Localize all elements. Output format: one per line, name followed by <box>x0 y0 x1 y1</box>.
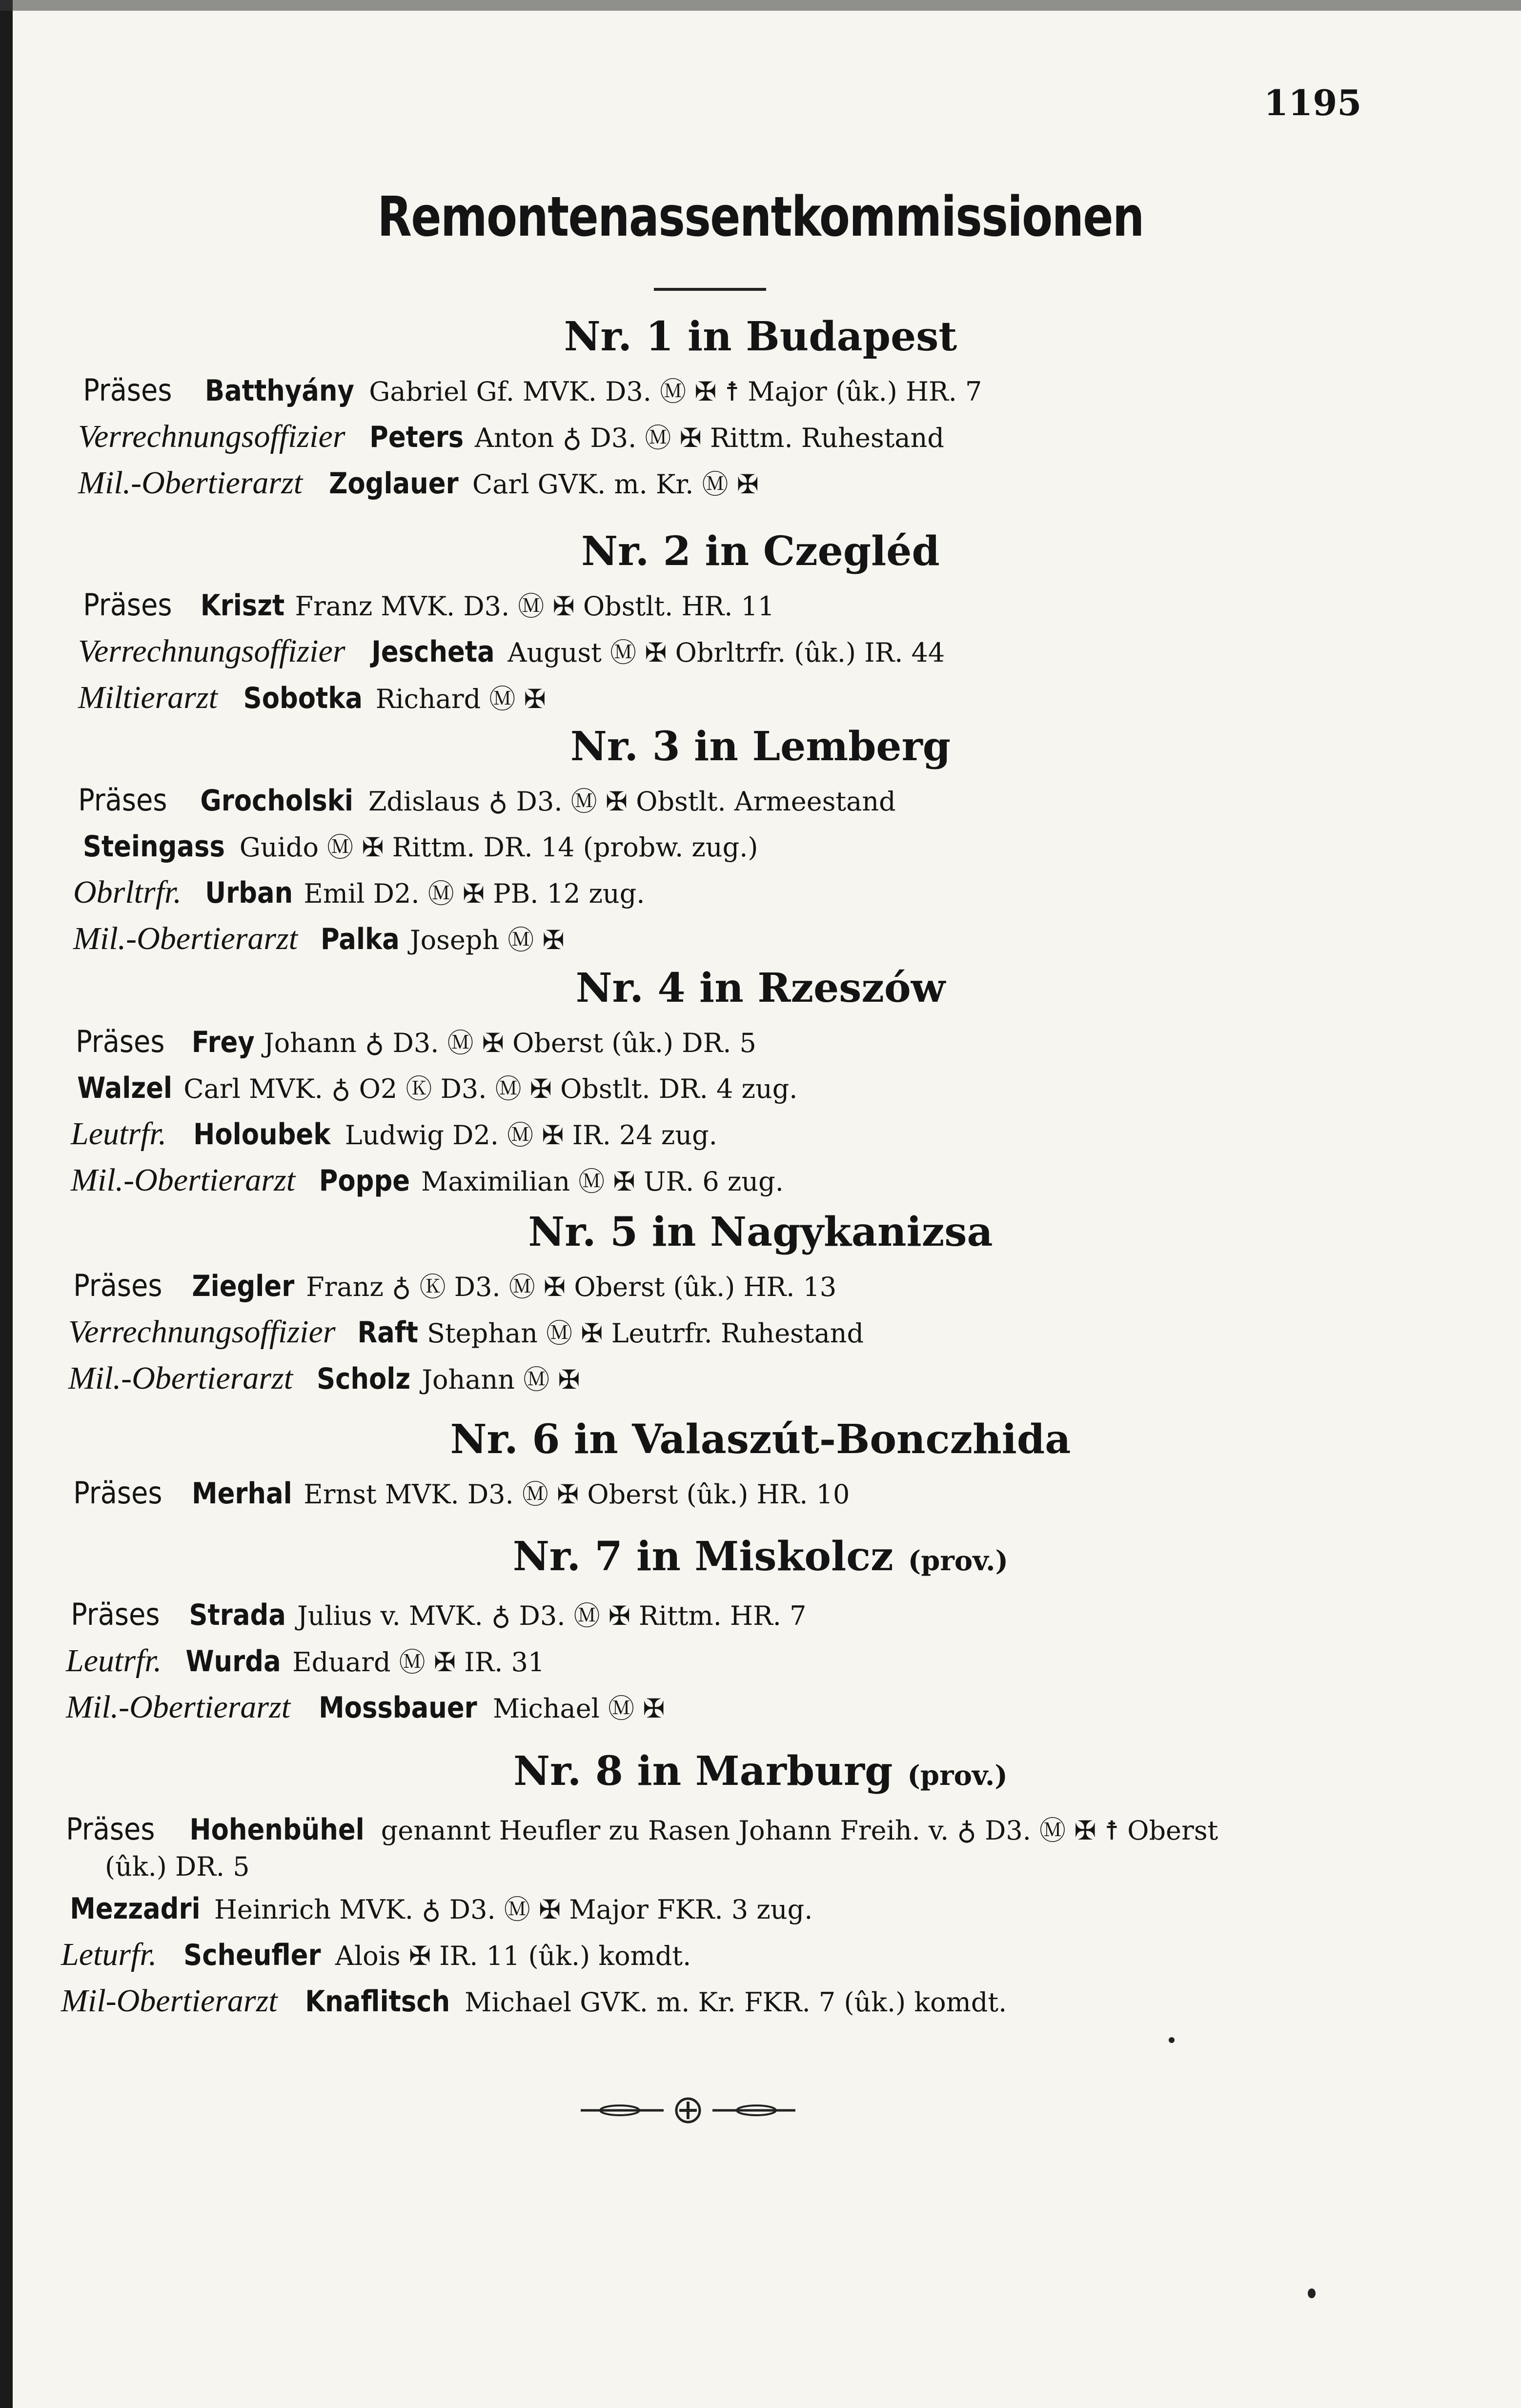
section-heading-note: (prov.) <box>907 1760 1008 1792</box>
member-surname: Kriszt <box>200 588 284 623</box>
member-role: Verrechnungsoffizier <box>68 1314 336 1350</box>
member-entry <box>0 916 1521 963</box>
member-details: Gabriel Gf. MVK. D3. Ⓜ ✠ ☨ Major (ûk.) HR. 7 <box>369 376 982 407</box>
section-heading-text: Nr. 7 in Miskolcz <box>512 1533 893 1580</box>
member-role: Mil.-Obertierarzt <box>78 465 303 501</box>
member-entry <box>0 1685 1521 1731</box>
member-details-continuation: (ûk.) DR. 5 <box>105 1851 250 1882</box>
section-heading-text: Nr. 1 in Budapest <box>564 313 957 360</box>
member-surname: Scholz <box>317 1362 411 1396</box>
member-details: Franz MVK. D3. Ⓜ ✠ Obstlt. HR. 11 <box>295 591 775 622</box>
section-heading-text: Nr. 2 in Czegléd <box>581 528 940 575</box>
ink-speck <box>1308 2288 1316 2298</box>
member-details: Johann ♁ D3. Ⓜ ✠ Oberst (ûk.) DR. 5 <box>264 1028 756 1058</box>
member-surname: Merhal <box>191 1477 292 1511</box>
commission-section <box>0 1747 1521 2025</box>
member-details: Stephan Ⓜ ✠ Leutrfr. Ruhestand <box>426 1318 864 1349</box>
member-details: Johann Ⓜ ✠ <box>422 1364 580 1395</box>
member-entry <box>0 1979 1521 2025</box>
member-details: Ludwig D2. Ⓜ ✠ IR. 24 zug. <box>345 1120 717 1151</box>
section-heading <box>0 312 1521 361</box>
commission-section <box>0 1532 1521 1731</box>
member-surname: Urban <box>205 876 293 910</box>
ink-speck <box>1169 2037 1175 2043</box>
section-heading <box>0 1532 1521 1585</box>
member-surname: Zoglauer <box>329 466 459 501</box>
member-details: Heinrich MVK. ♁ D3. Ⓜ ✠ Major FKR. 3 zug. <box>214 1894 813 1925</box>
section-heading <box>0 722 1521 771</box>
member-details: Eduard Ⓜ ✠ IR. 31 <box>292 1647 545 1678</box>
member-surname: Hohenbühel <box>189 1813 365 1847</box>
member-entry <box>0 414 1521 461</box>
member-role: Mil.-Obertierarzt <box>66 1689 291 1725</box>
commission-section <box>0 1208 1521 1402</box>
member-role: Miltierarzt <box>78 680 218 715</box>
member-entry <box>0 1019 1521 1066</box>
member-surname: Raft <box>357 1315 418 1350</box>
section-heading-text: Nr. 8 in Marburg <box>513 1748 893 1795</box>
section-heading-text: Nr. 5 in Nagykanizsa <box>528 1209 993 1255</box>
member-details: Franz ♁ Ⓚ D3. Ⓜ ✠ Oberst (ûk.) HR. 13 <box>306 1272 837 1302</box>
member-entry <box>0 1112 1521 1158</box>
member-surname: Palka <box>321 922 400 956</box>
end-ornament <box>576 2096 800 2125</box>
section-heading-text: Nr. 3 in Lemberg <box>570 723 951 770</box>
section-heading-text: Nr. 4 in Rzeszów <box>575 965 946 1012</box>
member-entry <box>0 1158 1521 1204</box>
member-surname: Steingass <box>82 830 225 864</box>
member-surname: Ziegler <box>191 1269 294 1303</box>
commission-section <box>0 1415 1521 1517</box>
page-title: Remontenassentkommissionen <box>377 185 1144 249</box>
member-details: Carl GVK. m. Kr. Ⓜ ✠ <box>472 469 759 500</box>
member-surname: Wurda <box>185 1644 281 1679</box>
member-entry <box>0 629 1521 675</box>
member-details: Richard Ⓜ ✠ <box>375 684 546 714</box>
member-entry <box>0 675 1521 722</box>
member-surname: Poppe <box>319 1164 410 1198</box>
member-role: Präses <box>73 1475 162 1511</box>
member-details: Anton ♁ D3. Ⓜ ✠ Rittm. Ruhestand <box>474 423 944 453</box>
member-role: Leturfr. <box>61 1937 157 1972</box>
member-details: Emil D2. Ⓜ ✠ PB. 12 zug. <box>304 878 645 909</box>
member-details: Ernst MVK. D3. Ⓜ ✠ Oberst (ûk.) HR. 10 <box>304 1479 850 1510</box>
member-surname: Walzel <box>77 1071 173 1105</box>
section-heading <box>0 1747 1521 1800</box>
member-entry <box>0 824 1521 870</box>
member-details: Zdislaus ♁ D3. Ⓜ ✠ Obstlt. Armeestand <box>368 786 896 817</box>
member-details: Maximilian Ⓜ ✠ UR. 6 zug. <box>421 1166 784 1197</box>
member-role: Obrltrfr. <box>73 874 182 910</box>
section-heading <box>0 527 1521 576</box>
member-surname: Mossbauer <box>319 1691 477 1725</box>
title-divider <box>654 288 766 291</box>
member-entry <box>0 1066 1521 1112</box>
member-entry <box>0 368 1521 414</box>
member-entry <box>0 1886 1521 1932</box>
member-surname: Peters <box>369 420 464 454</box>
member-surname: Knaflitsch <box>304 1984 450 2019</box>
member-role: Verrechnungsoffizier <box>78 633 345 669</box>
member-role: Leutrfr. <box>66 1643 162 1679</box>
member-surname: Grocholski <box>200 784 353 818</box>
member-role: Präses <box>71 1597 160 1632</box>
member-role: Mil.-Obertierarzt <box>71 1162 296 1198</box>
member-role: Präses <box>73 1268 162 1303</box>
member-details: Alois ✠ IR. 11 (ûk.) komdt. <box>335 1941 691 1971</box>
member-details: Michael Ⓜ ✠ <box>492 1693 665 1724</box>
member-entry <box>0 1592 1521 1639</box>
member-details: genannt Heufler zu Rasen Johann Freih. v. ♁ D3. Ⓜ ✠ ☨ Oberst <box>381 1815 1218 1846</box>
member-role: Leutrfr. <box>71 1116 167 1152</box>
commission-section <box>0 722 1521 963</box>
section-heading-note: (prov.) <box>908 1545 1009 1577</box>
member-surname: Jescheta <box>371 635 495 669</box>
member-role: Mil.-Obertierarzt <box>73 921 298 956</box>
member-role: Präses <box>76 1024 165 1059</box>
member-surname: Holoubek <box>193 1117 331 1152</box>
member-entry <box>0 1310 1521 1356</box>
member-surname: Strada <box>189 1598 286 1632</box>
member-entry <box>0 583 1521 629</box>
commission-section <box>0 312 1521 507</box>
member-entry <box>0 1263 1521 1310</box>
scan-border-top <box>0 0 1521 11</box>
member-entry <box>0 461 1521 507</box>
member-details: Carl MVK. ♁ O2 Ⓚ D3. Ⓜ ✠ Obstlt. DR. 4 zug. <box>183 1073 798 1104</box>
member-role: Präses <box>83 372 172 408</box>
member-details: Guido Ⓜ ✠ Rittm. DR. 14 (probw. zug.) <box>239 832 758 863</box>
section-heading-text: Nr. 6 in Valaszút-Bonczhida <box>450 1416 1071 1463</box>
member-surname: Mezzadri <box>70 1892 201 1926</box>
member-surname: Scheufler <box>183 1938 321 1972</box>
section-heading <box>0 1415 1521 1464</box>
member-entry <box>0 778 1521 824</box>
member-entry <box>0 1807 1521 1886</box>
member-role: Präses <box>78 782 167 818</box>
member-role: Verrechnungsoffizier <box>78 419 345 454</box>
section-heading <box>0 1208 1521 1256</box>
member-role: Präses <box>83 587 172 623</box>
member-entry <box>0 1639 1521 1685</box>
member-role: Mil.-Obertierarzt <box>68 1360 293 1396</box>
member-role: Mil-Obertierarzt <box>61 1983 278 2019</box>
commission-section <box>0 527 1521 722</box>
member-surname: Sobotka <box>243 681 363 715</box>
member-surname: Batthyány <box>204 374 354 408</box>
member-details: Michael GVK. m. Kr. FKR. 7 (ûk.) komdt. <box>465 1987 1007 2018</box>
member-details: Joseph Ⓜ ✠ <box>409 925 565 955</box>
commission-section <box>0 964 1521 1204</box>
member-entry <box>0 1932 1521 1979</box>
section-heading <box>0 964 1521 1012</box>
member-entry <box>0 870 1521 916</box>
member-details: August Ⓜ ✠ Obrltrfr. (ûk.) IR. 44 <box>507 637 945 668</box>
member-entry <box>0 1471 1521 1517</box>
member-surname: Frey <box>191 1025 255 1059</box>
page-number: 1195 <box>1264 82 1362 123</box>
member-details: Julius v. MVK. ♁ D3. Ⓜ ✠ Rittm. HR. 7 <box>297 1600 807 1631</box>
member-entry <box>0 1356 1521 1402</box>
member-role: Präses <box>66 1811 155 1847</box>
